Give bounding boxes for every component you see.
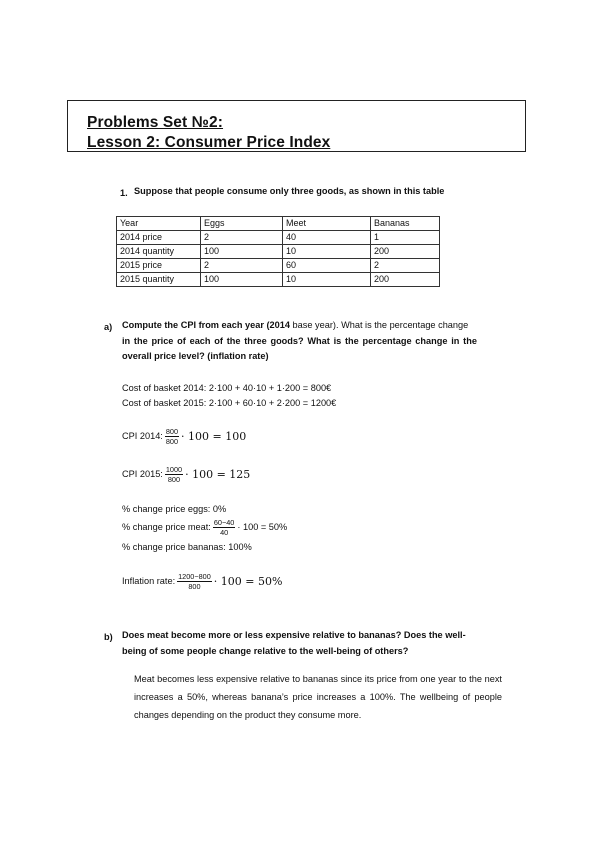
part-b-label: b)	[104, 632, 113, 642]
part-a-question-line1-rest: base year). What is the percentage change	[290, 320, 469, 330]
fraction-numerator: 1200−800	[178, 572, 211, 581]
table-row	[117, 245, 440, 259]
cpi-2014-equation	[122, 427, 246, 446]
inflation-rate-result: · 100 = 50%	[213, 575, 283, 588]
cpi-2014-fraction	[165, 427, 179, 446]
part-a-question-line1: Compute the CPI from each year (	[122, 320, 270, 330]
table-header-cell: Year	[117, 217, 201, 231]
change-meat-equation	[122, 518, 287, 537]
document-subtitle: Lesson 2: Consumer Price Index	[87, 134, 331, 151]
part-b-question-line2: being of some people change relative to the well-being of others?	[122, 645, 409, 656]
table-cell: 2	[371, 259, 440, 273]
table-cell: 2014 quantity	[117, 245, 201, 259]
part-b-question	[122, 628, 502, 659]
question-1-number: 1.	[120, 188, 128, 198]
part-a-base-year: 2014	[269, 320, 290, 330]
table-cell: 2	[201, 259, 283, 273]
fraction-numerator: 60−40	[213, 518, 235, 527]
table-cell: 10	[283, 273, 371, 287]
document-title: Problems Set №2:	[87, 114, 224, 131]
cpi-2015-result: · 100 = 125	[185, 468, 251, 481]
table-header-cell: Bananas	[371, 217, 440, 231]
table-cell: 2	[201, 231, 283, 245]
change-meat-fraction	[213, 518, 236, 537]
inflation-rate-equation	[122, 572, 282, 591]
cpi-2014-label: CPI 2014:	[122, 431, 163, 441]
fraction-numerator: 1000	[165, 465, 183, 474]
fraction-denominator: 800	[167, 475, 181, 484]
cpi-2014-result: · 100 = 100	[181, 430, 247, 443]
table-cell: 40	[283, 231, 371, 245]
inflation-rate-fraction	[177, 572, 212, 591]
inflation-rate-label: Inflation rate:	[122, 576, 176, 586]
table-header-row	[117, 217, 440, 231]
fraction-numerator: 800	[165, 427, 179, 436]
table-cell: 60	[283, 259, 371, 273]
price-quantity-table	[116, 216, 440, 287]
question-1-text: Suppose that people consume only three goods, as shown in this table	[134, 186, 445, 196]
table-cell: 10	[283, 245, 371, 259]
table-cell: 100	[201, 273, 283, 287]
part-b-answer: Meat becomes less expensive relative to bananas since its price from one year to the next increases a 50%, whereas banana’s price increases a 100%. The wellbeing of people changes depending on the product they consume more.	[134, 674, 502, 721]
part-a-label: a)	[104, 322, 113, 332]
basket-cost-2015: Cost of basket 2015: 2·100 + 60·10 + 2·200 = 1200€	[122, 398, 337, 408]
fraction-denominator: 800	[165, 437, 179, 446]
table-cell: 200	[371, 245, 440, 259]
table-cell: 200	[371, 273, 440, 287]
cpi-2015-label: CPI 2015:	[122, 469, 163, 479]
part-b-question-line1: Does meat become more or less expensive relative to bananas? Does the well-	[122, 630, 466, 640]
part-a-question	[122, 318, 502, 365]
cpi-2015-equation	[122, 465, 250, 484]
fraction-denominator: 800	[188, 582, 201, 591]
change-eggs: % change price eggs: 0%	[122, 504, 227, 514]
change-meat-result: · 100 = 50%	[237, 522, 288, 532]
title-box	[67, 100, 526, 152]
table-header-cell: Eggs	[201, 217, 283, 231]
table-cell: 2015 price	[117, 259, 201, 273]
table-cell: 2014 price	[117, 231, 201, 245]
cpi-2015-fraction	[165, 465, 183, 484]
table-row	[117, 231, 440, 245]
table-header-cell: Meet	[283, 217, 371, 231]
table-row	[117, 259, 440, 273]
table-cell: 100	[201, 245, 283, 259]
basket-cost-2014: Cost of basket 2014: 2·100 + 40·10 + 1·200 = 800€	[122, 383, 332, 393]
part-a-question-line2: in the price of each of the three goods? What is the percentage change in the	[122, 335, 477, 346]
part-a-question-line3: overall price level? (inflation rate)	[122, 351, 269, 361]
change-meat-label: % change price meat:	[122, 522, 211, 532]
table-cell: 1	[371, 231, 440, 245]
table-row	[117, 273, 440, 287]
change-bananas: % change price bananas: 100%	[122, 542, 252, 552]
fraction-denominator: 40	[220, 528, 229, 537]
table-cell: 2015 quantity	[117, 273, 201, 287]
